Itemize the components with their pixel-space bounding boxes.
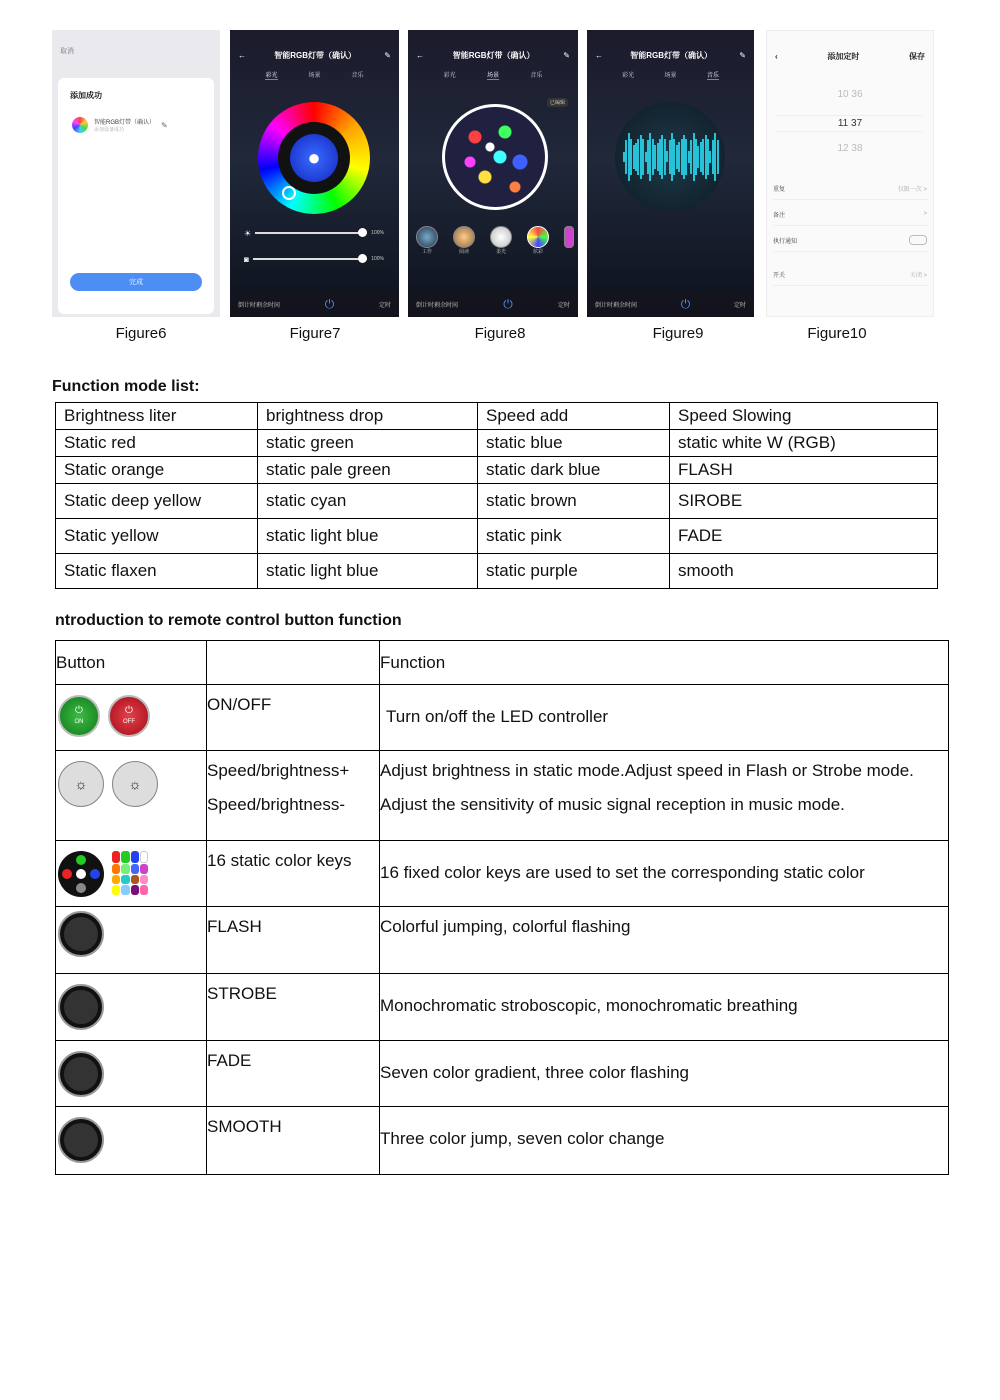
color-wheel[interactable] (258, 102, 370, 214)
caption-figure6: Figure6 (115, 325, 167, 342)
table-cell: static purple (478, 554, 670, 589)
edit-icon[interactable]: ✎ (384, 50, 391, 60)
brightness-up-icon: ☼ (58, 761, 104, 807)
header-function: Function (380, 641, 949, 685)
save-button[interactable]: 保存 (908, 51, 925, 61)
flash-button-icon (58, 911, 104, 957)
row-value: 仅限一次 > (897, 186, 927, 193)
figure7-screenshot (230, 30, 399, 317)
table-row (56, 554, 938, 589)
table-cell: Brightness liter (56, 403, 258, 430)
preset-more[interactable] (564, 226, 574, 255)
mode-table (55, 402, 938, 589)
button-function-2: Adjust the sensitivity of music signal reception in music mode. (380, 795, 845, 814)
button-function: 16 fixed color keys are used to set the corresponding static color (380, 863, 865, 882)
tab-music[interactable]: 音乐 (707, 70, 719, 80)
back-arrow-icon[interactable]: ← (595, 50, 603, 60)
edit-icon[interactable]: ✎ (161, 120, 168, 130)
table-cell: static cyan (258, 484, 478, 519)
brightness-down-icon: ☼ (112, 761, 158, 807)
music-waveform (615, 102, 725, 212)
caption-figure7: Figure7 (289, 325, 341, 342)
remote-title: ntroduction to remote control button function (55, 612, 402, 629)
back-arrow-icon[interactable]: ← (238, 50, 246, 60)
smooth-button-icon (58, 1117, 104, 1163)
status-bar (408, 30, 578, 44)
row-label: 重复 (773, 186, 786, 193)
button-name: 16 static color keys (207, 851, 352, 870)
color-keys-icon (112, 851, 148, 895)
table-row (56, 685, 949, 751)
table-row (56, 457, 938, 484)
power-icon[interactable]: ⏻ (680, 296, 691, 311)
contrast-icon: ◙ (244, 254, 249, 264)
table-cell: FLASH (670, 457, 938, 484)
table-cell: static brown (478, 484, 670, 519)
table-cell: static white W (RGB) (670, 430, 938, 457)
bulb-icon[interactable]: ● (290, 134, 338, 182)
app-title: 智能RGB灯带（确认） (452, 50, 535, 60)
table-row (56, 403, 938, 430)
row-label: 开关 (773, 272, 786, 279)
table-cell: Speed add (478, 403, 670, 430)
repeat-row[interactable] (773, 177, 927, 200)
table-cell: smooth (670, 554, 938, 589)
table-cell: static blue (478, 430, 670, 457)
countdown-label: 倒计时剩余时间 (595, 302, 638, 309)
table-row (56, 484, 938, 519)
timer-button[interactable]: 定时 (378, 302, 391, 309)
button-function: Adjust brightness in static mode.Adjust speed in Flash or Strobe mode. (380, 761, 914, 780)
table-cell: Static orange (56, 457, 258, 484)
status-bar (52, 30, 220, 44)
status-bar (587, 30, 754, 44)
table-cell: static dark blue (478, 457, 670, 484)
table-row (56, 841, 949, 907)
button-name: STROBE (207, 984, 277, 1003)
app-title: 智能RGB灯带（确认） (630, 50, 713, 60)
wave-bar (717, 140, 719, 175)
button-name: ON/OFF (207, 695, 272, 714)
button-name-2: Speed/brightness- (207, 795, 345, 814)
countdown-label: 倒计时剩余时间 (238, 302, 281, 309)
status-bar (230, 30, 399, 44)
tab-scene[interactable]: 场景 (308, 73, 321, 79)
saturation-value: 100% (371, 256, 384, 262)
preset-soft[interactable]: 柔光 (490, 226, 512, 255)
table-cell: Speed Slowing (670, 403, 938, 430)
back-arrow-icon[interactable]: ‹ (775, 51, 778, 61)
scene-presets (416, 226, 574, 255)
figure10-screenshot (766, 30, 934, 317)
button-name: FADE (207, 1051, 252, 1070)
device-subtitle: 添加设备成功 (94, 127, 125, 133)
tab-color[interactable]: 彩光 (622, 73, 635, 79)
status-bar (767, 31, 933, 45)
caption-figure8: Figure8 (474, 325, 526, 342)
edit-icon[interactable]: ✎ (563, 50, 570, 60)
table-row (56, 907, 949, 974)
edit-icon[interactable]: ✎ (739, 50, 746, 60)
done-button[interactable]: 完成 (70, 273, 202, 291)
button-function: Seven color gradient, three color flashing (380, 1063, 690, 1082)
color-picker-knob[interactable] (282, 186, 296, 200)
time-option[interactable]: 12 38 (837, 143, 863, 154)
table-cell: static light blue (258, 519, 478, 554)
table-row (56, 751, 949, 841)
figure8-screenshot (408, 30, 578, 317)
table-header-row (56, 641, 949, 685)
button-name: FLASH (207, 917, 262, 936)
countdown-label: 倒计时剩余时间 (416, 302, 459, 309)
mode-list-title: Function mode list: (52, 378, 200, 395)
device-name: 智能RGB灯带（确认） (94, 120, 156, 126)
timer-button[interactable]: 定时 (733, 302, 746, 309)
tab-color[interactable]: 彩光 (265, 70, 277, 80)
figure9-screenshot (587, 30, 754, 317)
header-button: Button (56, 641, 207, 685)
power-icon[interactable]: ⏻ (324, 296, 335, 311)
brightness-value: 100% (371, 230, 384, 236)
color-pad-icon (58, 851, 104, 897)
preset-reading[interactable]: 阅读 (453, 226, 475, 255)
table-row (56, 519, 938, 554)
figure6-screenshot (52, 30, 220, 317)
app-title: 添加定时 (827, 51, 860, 61)
table-cell: brightness drop (258, 403, 478, 430)
power-off-icon: ⏻ OFF (108, 695, 150, 737)
edited-badge[interactable]: 已编辑 (547, 98, 568, 107)
time-selected[interactable]: 11 37 (777, 115, 923, 132)
table-row (56, 1107, 949, 1175)
saturation-slider[interactable] (244, 254, 384, 264)
tab-color[interactable]: 彩光 (443, 73, 456, 79)
switch-row[interactable] (773, 263, 927, 286)
row-label: 执行通知 (773, 238, 798, 245)
notify-row[interactable] (773, 229, 927, 252)
remote-table (55, 640, 949, 1175)
button-name: Speed/brightness+ (207, 761, 350, 780)
tab-music[interactable]: 音乐 (351, 73, 364, 79)
device-row[interactable] (58, 113, 214, 137)
table-cell: static green (258, 430, 478, 457)
back-arrow-icon[interactable]: ← (416, 50, 424, 60)
table-cell: static pale green (258, 457, 478, 484)
header-empty (207, 641, 380, 685)
brightness-slider[interactable] (244, 228, 384, 238)
row-value: > (923, 211, 927, 217)
button-function: Turn on/off the LED controller (386, 707, 609, 726)
table-cell: static light blue (258, 554, 478, 589)
table-row (56, 430, 938, 457)
table-row (56, 1041, 949, 1107)
scene-preview (442, 104, 548, 210)
table-row (56, 974, 949, 1041)
notify-toggle[interactable] (909, 235, 927, 245)
tab-scene[interactable]: 场景 (487, 70, 499, 80)
button-function: Colorful jumping, colorful flashing (380, 917, 631, 936)
table-cell: Static deep yellow (56, 484, 258, 519)
timer-button[interactable]: 定时 (557, 302, 570, 309)
table-cell: Static red (56, 430, 258, 457)
fade-button-icon (58, 1051, 104, 1097)
row-label: 备注 (773, 212, 786, 219)
preset-work[interactable]: 工作 (416, 226, 438, 255)
button-function: Three color jump, seven color change (380, 1129, 665, 1148)
caption-figure10: Figure10 (807, 325, 867, 342)
button-name: SMOOTH (207, 1117, 282, 1136)
table-cell: static pink (478, 519, 670, 554)
tab-music[interactable]: 音乐 (530, 73, 543, 79)
caption-figure9: Figure9 (652, 325, 704, 342)
note-row[interactable] (773, 203, 927, 226)
app-title: 智能RGB灯带（确认） (274, 50, 357, 60)
sun-icon: ☀ (244, 228, 252, 238)
tab-scene[interactable]: 场景 (664, 73, 677, 79)
device-icon (72, 117, 88, 133)
strobe-button-icon (58, 984, 104, 1030)
cancel-link[interactable]: 取消 (60, 48, 74, 55)
table-cell: Static flaxen (56, 554, 258, 589)
table-cell: Static yellow (56, 519, 258, 554)
button-function: Monochromatic stroboscopic, monochromatic breathing (380, 996, 798, 1015)
power-on-icon: ⏻ ON (58, 695, 100, 737)
preset-colorful[interactable]: 炫彩 (527, 226, 549, 255)
card-title: 添加成功 (70, 91, 102, 100)
power-icon[interactable]: ⏻ (503, 296, 513, 311)
time-option[interactable]: 10 36 (837, 89, 863, 100)
table-cell: FADE (670, 519, 938, 554)
row-value: 关闭 > (909, 272, 927, 279)
table-cell: SIROBE (670, 484, 938, 519)
